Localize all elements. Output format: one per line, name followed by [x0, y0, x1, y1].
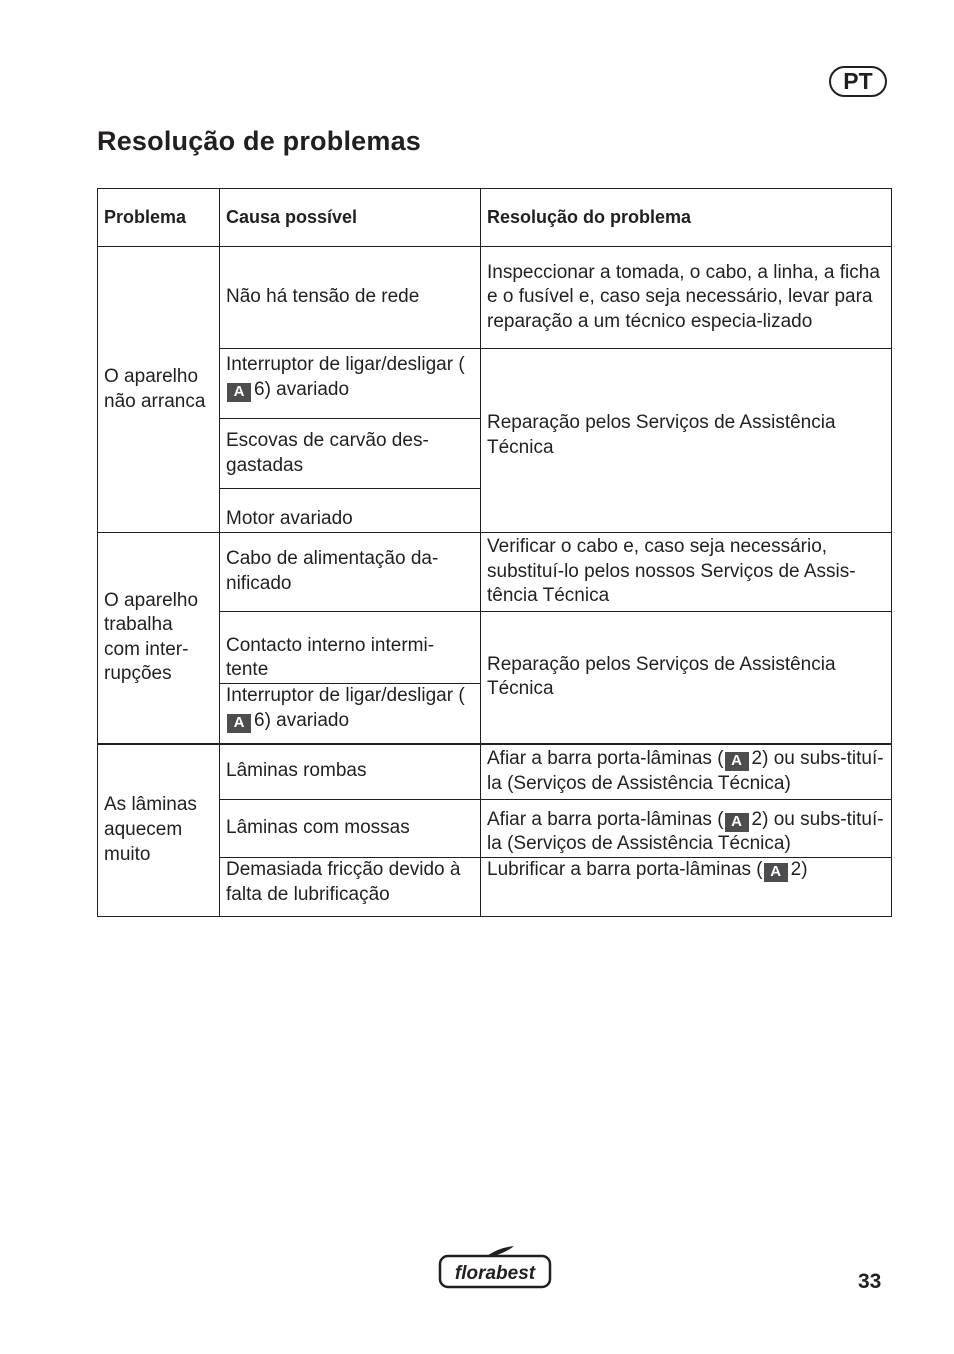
- solution-text: Afiar a barra porta-lâminas (: [487, 808, 724, 830]
- solution-text: Lubrificar a barra porta-lâminas (: [487, 859, 763, 880]
- header-cause: Causa possível: [220, 189, 481, 247]
- figure-ref-icon: A: [725, 813, 749, 832]
- troubleshooting-table: [97, 188, 892, 917]
- cause-cell: Contacto interno intermi-tente: [220, 612, 481, 684]
- cause-cell: [220, 684, 481, 744]
- cause-cell: Escovas de carvão des-gastadas: [220, 419, 481, 489]
- table-row: [98, 533, 892, 612]
- solution-cell: [481, 800, 892, 858]
- solution-text: 2) ou subs-tituí-la (Serviços de Assistência Técnica): [487, 748, 884, 794]
- figure-ref-icon: A: [227, 714, 251, 733]
- figure-ref-icon: A: [725, 752, 749, 771]
- solution-text: Afiar a barra porta-lâminas (: [487, 748, 724, 770]
- cause-cell: Lâminas com mossas: [220, 800, 481, 858]
- solution-text: 2) ou subs-tituí-la (Serviços de Assistência Técnica): [487, 808, 884, 855]
- solution-cell: Verificar o cabo e, caso seja necessário, substituí-lo pelos nossos Serviços de Assis-tência Técnica: [481, 533, 892, 612]
- header-problem: Problema: [98, 189, 220, 247]
- language-badge: PT: [829, 66, 887, 97]
- cause-cell: Não há tensão de rede: [220, 247, 481, 349]
- problem-cell: As lâminas aquecem muito: [98, 744, 220, 917]
- cause-cell: Cabo de alimentação da-nificado: [220, 533, 481, 612]
- table-header-row: [98, 189, 892, 247]
- figure-ref-icon: A: [227, 383, 251, 402]
- table-row: [98, 247, 892, 349]
- cause-cell: Demasiada fricção devido à falta de lubrificação: [220, 858, 481, 917]
- solution-cell: Inspeccionar a tomada, o cabo, a linha, a ficha e o fusível e, caso seja necessário, levar para reparação a um técnico especia-lizado: [481, 247, 892, 349]
- cause-text: 6) avariado: [254, 709, 350, 731]
- cause-text: 6) avariado: [254, 378, 350, 400]
- page-title: Resolução de problemas: [97, 126, 421, 156]
- florabest-logo: [438, 1245, 552, 1291]
- cause-text: Interruptor de ligar/desligar (: [226, 685, 465, 706]
- solution-cell: [481, 858, 892, 917]
- problem-cell: O aparelho trabalha com inter-rupções: [98, 533, 220, 744]
- solution-text: 2): [790, 859, 808, 880]
- header-solution: Resolução do problema: [481, 189, 892, 247]
- figure-ref-icon: A: [764, 863, 788, 882]
- logo-text: florabest: [454, 1263, 536, 1284]
- solution-cell: [481, 744, 892, 800]
- cause-cell: [220, 349, 481, 419]
- cause-text: Interruptor de ligar/desligar (: [226, 354, 465, 375]
- solution-cell: Reparação pelos Serviços de Assistência Técnica: [481, 612, 892, 744]
- solution-cell: Reparação pelos Serviços de Assistência Técnica: [481, 349, 892, 533]
- page-number: 33: [858, 1270, 882, 1293]
- table-row: [98, 744, 892, 800]
- cause-cell: Lâminas rombas: [220, 744, 481, 800]
- cause-cell: Motor avariado: [220, 489, 481, 533]
- problem-cell: O aparelho não arranca: [98, 247, 220, 533]
